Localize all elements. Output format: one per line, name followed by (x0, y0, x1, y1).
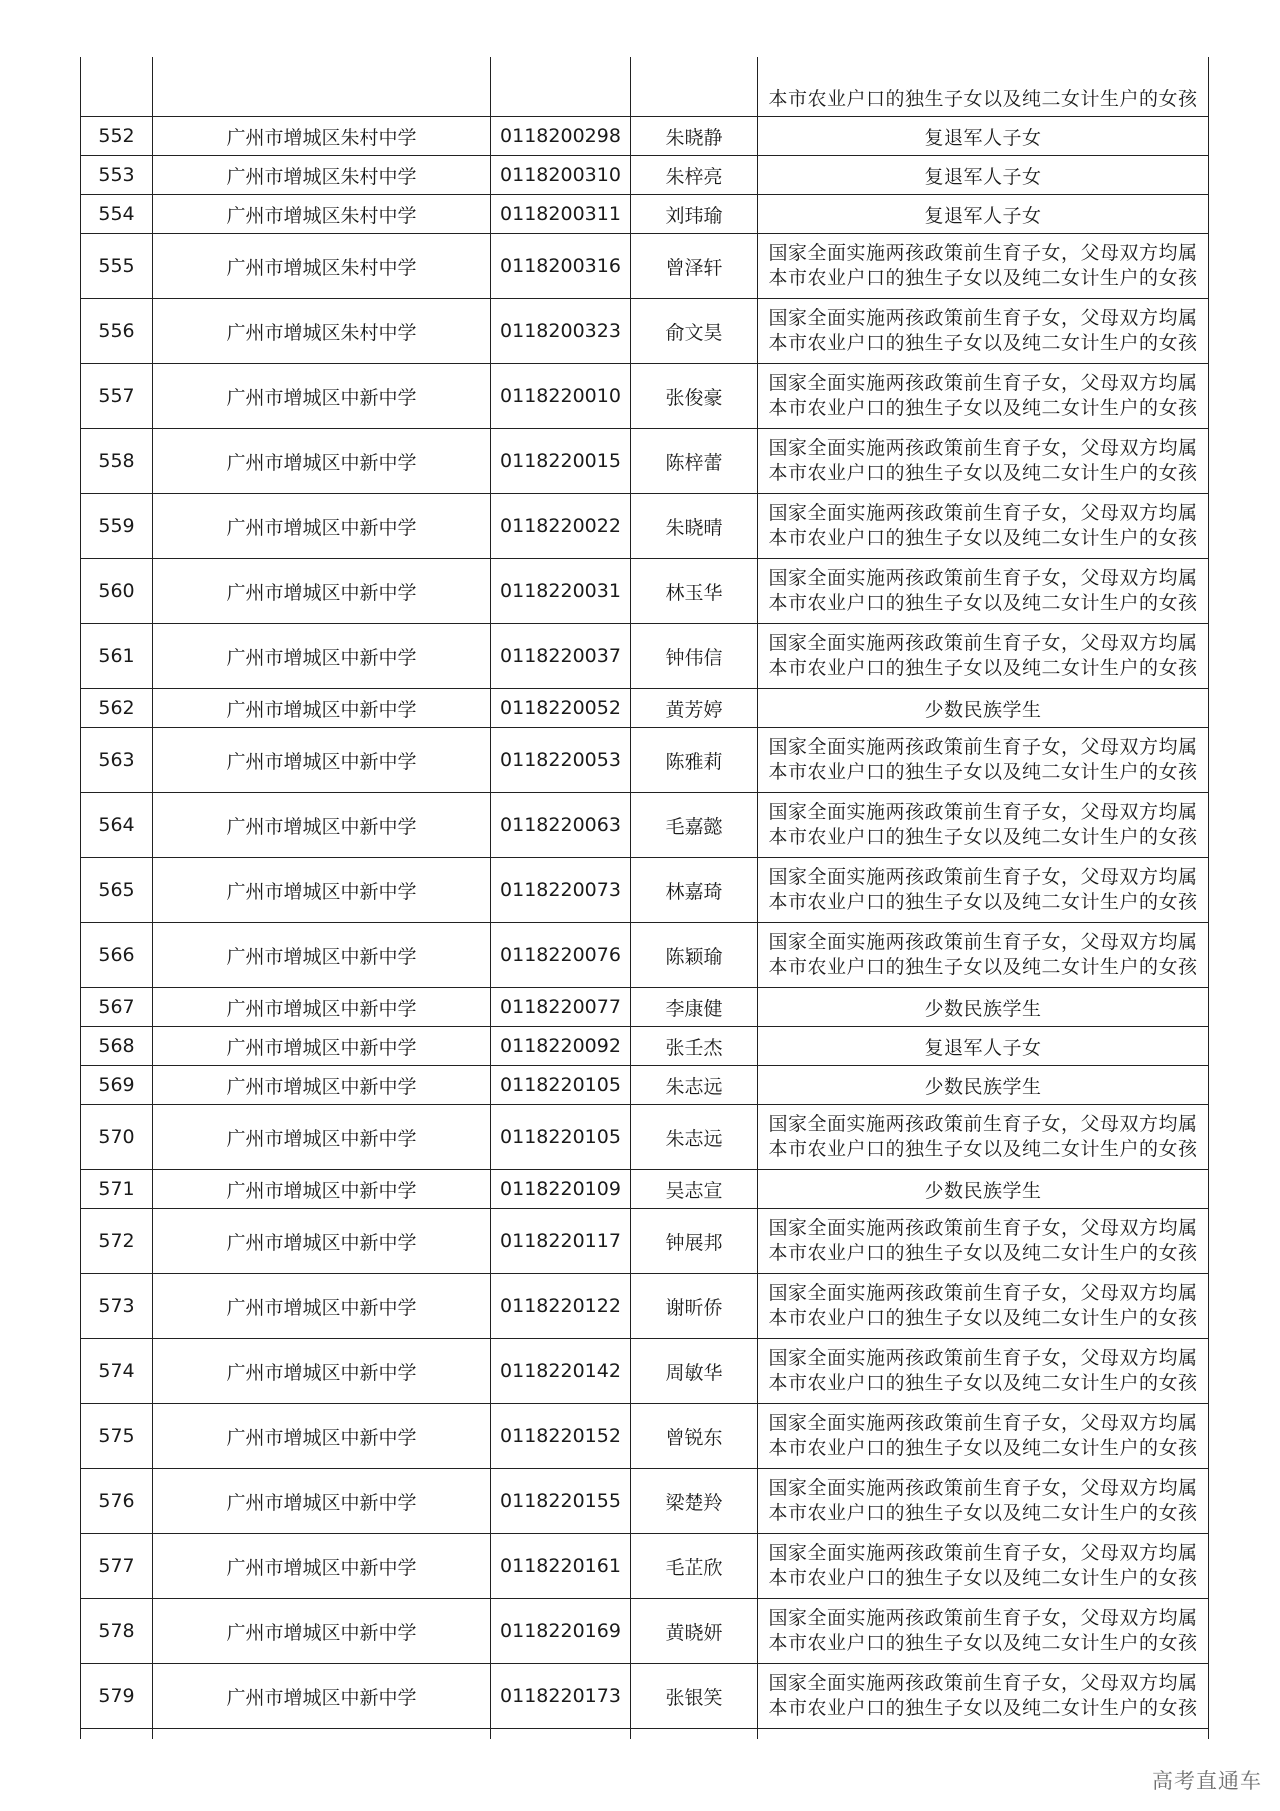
cell-id: 0118200310 (491, 156, 631, 195)
table-row (81, 728, 1209, 793)
cell-id: 0118220022 (491, 494, 631, 559)
cell-category (758, 1105, 1209, 1170)
category-line: 本市农业户口的独生子女以及纯二女计生户的女孩 (768, 1502, 1198, 1524)
cell-name: 周敏华 (631, 1339, 758, 1404)
table-row (81, 1339, 1209, 1404)
cell-school: 广州市增城区中新中学 (153, 364, 491, 429)
cell-id: 0118220077 (491, 988, 631, 1027)
student-table-body (81, 57, 1209, 1739)
cell-name: 谢昕侨 (631, 1274, 758, 1339)
cell-id (491, 57, 631, 117)
category-line: 本市农业户口的独生子女以及纯二女计生户的女孩 (768, 1138, 1198, 1160)
category-line: 国家全面实施两孩政策前生育子女，父母双方均属 (768, 1542, 1198, 1564)
cell-school: 广州市增城区中新中学 (153, 1469, 491, 1534)
cell-name: 陈梓蕾 (631, 429, 758, 494)
cell-no: 560 (81, 559, 153, 624)
cell-school: 广州市增城区中新中学 (153, 1209, 491, 1274)
cell-category (758, 234, 1209, 299)
cell-category (758, 1664, 1209, 1729)
table-row (81, 117, 1209, 156)
category-line: 本市农业户口的独生子女以及纯二女计生户的女孩 (768, 891, 1198, 913)
cell-category (758, 923, 1209, 988)
cell-no: 561 (81, 624, 153, 689)
cell-category (758, 1209, 1209, 1274)
cell-school: 广州市增城区中新中学 (153, 793, 491, 858)
cell-school: 广州市增城区朱村中学 (153, 234, 491, 299)
cell-name: 梁楚羚 (631, 1469, 758, 1534)
cell-category (758, 728, 1209, 793)
cell-id: 0118220053 (491, 728, 631, 793)
category-line: 国家全面实施两孩政策前生育子女，父母双方均属 (768, 632, 1198, 654)
cell-no: 562 (81, 689, 153, 728)
category-line: 国家全面实施两孩政策前生育子女，父母双方均属 (768, 372, 1198, 394)
cell-no: 575 (81, 1404, 153, 1469)
category-line: 本市农业户口的独生子女以及纯二女计生户的女孩 (768, 267, 1198, 289)
category-line: 国家全面实施两孩政策前生育子女，父母双方均属 (768, 736, 1198, 758)
cell-id: 0118220092 (491, 1027, 631, 1066)
cell-id: 0118200323 (491, 299, 631, 364)
cell-id: 0118220155 (491, 1469, 631, 1534)
table-row (81, 1469, 1209, 1534)
category-line: 国家全面实施两孩政策前生育子女，父母双方均属 (768, 1607, 1198, 1629)
category-line: 本市农业户口的独生子女以及纯二女计生户的女孩 (768, 592, 1198, 614)
cell-school: 广州市增城区中新中学 (153, 1170, 491, 1209)
cell-school: 广州市增城区中新中学 (153, 1534, 491, 1599)
cell-name: 陈雅莉 (631, 728, 758, 793)
table-row (81, 689, 1209, 728)
cell-category: 少数民族学生 (758, 1066, 1209, 1105)
cell-category: 复退军人子女 (758, 156, 1209, 195)
cell-name: 张银笑 (631, 1664, 758, 1729)
cell-school: 广州市增城区朱村中学 (153, 299, 491, 364)
cell-no: 577 (81, 1534, 153, 1599)
cell-id: 0118220169 (491, 1599, 631, 1664)
cell-no: 566 (81, 923, 153, 988)
cell-name: 李康健 (631, 988, 758, 1027)
cell-name: 黄晓妍 (631, 1599, 758, 1664)
cell-category (758, 1534, 1209, 1599)
cell-no: 572 (81, 1209, 153, 1274)
category-line: 国家全面实施两孩政策前生育子女，父母双方均属 (768, 307, 1198, 329)
cell-id: 0118220076 (491, 923, 631, 988)
cell-school: 广州市增城区中新中学 (153, 1404, 491, 1469)
cell-empty (631, 1729, 758, 1740)
cell-id: 0118220063 (491, 793, 631, 858)
cell-name: 刘玮瑜 (631, 195, 758, 234)
cell-name: 钟伟信 (631, 624, 758, 689)
cell-id: 0118220015 (491, 429, 631, 494)
cell-no: 565 (81, 858, 153, 923)
cell-no: 555 (81, 234, 153, 299)
cell-category (758, 364, 1209, 429)
cell-id: 0118220031 (491, 559, 631, 624)
cell-school: 广州市增城区中新中学 (153, 1066, 491, 1105)
cell-no: 557 (81, 364, 153, 429)
category-line: 本市农业户口的独生子女以及纯二女计生户的女孩 (768, 1567, 1198, 1589)
cell-name: 吴志宣 (631, 1170, 758, 1209)
category-line: 国家全面实施两孩政策前生育子女，父母双方均属 (768, 1217, 1198, 1239)
cell-name: 林玉华 (631, 559, 758, 624)
table-row (81, 1105, 1209, 1170)
cell-id: 0118220142 (491, 1339, 631, 1404)
table-row (81, 1599, 1209, 1664)
cell-id: 0118220052 (491, 689, 631, 728)
cell-school: 广州市增城区中新中学 (153, 923, 491, 988)
category-line: 国家全面实施两孩政策前生育子女，父母双方均属 (768, 567, 1198, 589)
table-row (81, 858, 1209, 923)
cell-name: 张俊豪 (631, 364, 758, 429)
cell-no: 563 (81, 728, 153, 793)
cell-name: 朱志远 (631, 1105, 758, 1170)
table-row (81, 793, 1209, 858)
category-line: 本市农业户口的独生子女以及纯二女计生户的女孩 (768, 761, 1198, 783)
category-line: 国家全面实施两孩政策前生育子女，父母双方均属 (768, 1672, 1198, 1694)
table-row (81, 234, 1209, 299)
cell-category (758, 624, 1209, 689)
cell-empty (758, 1729, 1209, 1740)
cell-id: 0118220109 (491, 1170, 631, 1209)
table-row (81, 1066, 1209, 1105)
cell-name: 曾锐东 (631, 1404, 758, 1469)
cell-no (81, 57, 153, 117)
cell-category (758, 299, 1209, 364)
cell-no: 552 (81, 117, 153, 156)
cell-category (758, 1404, 1209, 1469)
cell-school: 广州市增城区朱村中学 (153, 195, 491, 234)
category-line: 本市农业户口的独生子女以及纯二女计生户的女孩 (768, 657, 1198, 679)
cell-school: 广州市增城区中新中学 (153, 624, 491, 689)
cell-school: 广州市增城区中新中学 (153, 728, 491, 793)
table-row-partial (81, 1729, 1209, 1740)
category-line: 国家全面实施两孩政策前生育子女，父母双方均属 (768, 1477, 1198, 1499)
cell-empty (81, 1729, 153, 1740)
cell-id: 0118220105 (491, 1066, 631, 1105)
cell-category: 少数民族学生 (758, 689, 1209, 728)
category-line: 本市农业户口的独生子女以及纯二女计生户的女孩 (768, 87, 1198, 110)
cell-school: 广州市增城区中新中学 (153, 1274, 491, 1339)
cell-name (631, 57, 758, 117)
cell-name: 毛嘉懿 (631, 793, 758, 858)
cell-school: 广州市增城区中新中学 (153, 988, 491, 1027)
cell-category (758, 1339, 1209, 1404)
cell-id: 0118220117 (491, 1209, 631, 1274)
category-line: 国家全面实施两孩政策前生育子女，父母双方均属 (768, 502, 1198, 524)
category-line: 国家全面实施两孩政策前生育子女，父母双方均属 (768, 1282, 1198, 1304)
table-row (81, 923, 1209, 988)
cell-no: 556 (81, 299, 153, 364)
table-row (81, 156, 1209, 195)
cell-no: 569 (81, 1066, 153, 1105)
cell-school: 广州市增城区中新中学 (153, 1599, 491, 1664)
table-row (81, 299, 1209, 364)
cell-category: 少数民族学生 (758, 988, 1209, 1027)
table-row (81, 1404, 1209, 1469)
category-line: 国家全面实施两孩政策前生育子女，父母双方均属 (768, 242, 1198, 264)
cell-no: 576 (81, 1469, 153, 1534)
category-line: 本市农业户口的独生子女以及纯二女计生户的女孩 (768, 1242, 1198, 1264)
cell-id: 0118220122 (491, 1274, 631, 1339)
table-row (81, 1170, 1209, 1209)
cell-name: 林嘉琦 (631, 858, 758, 923)
table-row (81, 1027, 1209, 1066)
cell-name: 朱志远 (631, 1066, 758, 1105)
table-row (81, 429, 1209, 494)
cell-no: 573 (81, 1274, 153, 1339)
cell-category (758, 1599, 1209, 1664)
cell-school: 广州市增城区中新中学 (153, 1664, 491, 1729)
category-line: 本市农业户口的独生子女以及纯二女计生户的女孩 (768, 397, 1198, 419)
category-line: 本市农业户口的独生子女以及纯二女计生户的女孩 (768, 527, 1198, 549)
category-line: 本市农业户口的独生子女以及纯二女计生户的女孩 (768, 1372, 1198, 1394)
table-row (81, 1664, 1209, 1729)
category-line: 本市农业户口的独生子女以及纯二女计生户的女孩 (768, 956, 1198, 978)
cell-no: 554 (81, 195, 153, 234)
cell-no: 567 (81, 988, 153, 1027)
watermark: 高考直通车 (1152, 1769, 1262, 1793)
cell-category (758, 858, 1209, 923)
cell-no: 568 (81, 1027, 153, 1066)
table-row (81, 559, 1209, 624)
cell-category (758, 494, 1209, 559)
table-row (81, 1534, 1209, 1599)
cell-id: 0118220010 (491, 364, 631, 429)
cell-name: 曾泽轩 (631, 234, 758, 299)
cell-no: 553 (81, 156, 153, 195)
cell-no: 558 (81, 429, 153, 494)
cell-no: 559 (81, 494, 153, 559)
table-row (81, 364, 1209, 429)
cell-empty (491, 1729, 631, 1740)
cell-school: 广州市增城区中新中学 (153, 1105, 491, 1170)
category-line: 国家全面实施两孩政策前生育子女，父母双方均属 (768, 1412, 1198, 1434)
cell-id: 0118200311 (491, 195, 631, 234)
cell-category (758, 57, 1209, 117)
table-row (81, 1209, 1209, 1274)
category-line: 本市农业户口的独生子女以及纯二女计生户的女孩 (768, 1307, 1198, 1329)
cell-id: 0118220152 (491, 1404, 631, 1469)
cell-name: 朱梓亮 (631, 156, 758, 195)
category-line: 国家全面实施两孩政策前生育子女，父母双方均属 (768, 931, 1198, 953)
cell-id: 0118200316 (491, 234, 631, 299)
cell-school: 广州市增城区中新中学 (153, 1339, 491, 1404)
cell-name: 陈颖瑜 (631, 923, 758, 988)
cell-name: 黄芳婷 (631, 689, 758, 728)
cell-id: 0118220161 (491, 1534, 631, 1599)
cell-school: 广州市增城区中新中学 (153, 429, 491, 494)
category-line: 国家全面实施两孩政策前生育子女，父母双方均属 (768, 1347, 1198, 1369)
cell-name: 俞文昊 (631, 299, 758, 364)
cell-name: 朱晓晴 (631, 494, 758, 559)
category-line: 本市农业户口的独生子女以及纯二女计生户的女孩 (768, 1437, 1198, 1459)
cell-category: 少数民族学生 (758, 1170, 1209, 1209)
category-line: 本市农业户口的独生子女以及纯二女计生户的女孩 (768, 1632, 1198, 1654)
cell-id: 0118220037 (491, 624, 631, 689)
category-line: 国家全面实施两孩政策前生育子女，父母双方均属 (768, 437, 1198, 459)
cell-school: 广州市增城区中新中学 (153, 858, 491, 923)
cell-no: 578 (81, 1599, 153, 1664)
table-row (81, 1274, 1209, 1339)
student-table-sheet (80, 57, 1208, 1739)
category-line: 本市农业户口的独生子女以及纯二女计生户的女孩 (768, 826, 1198, 848)
table-row-continued (81, 57, 1209, 117)
cell-no: 570 (81, 1105, 153, 1170)
cell-no: 574 (81, 1339, 153, 1404)
student-table (80, 57, 1209, 1739)
cell-name: 朱晓静 (631, 117, 758, 156)
category-line: 国家全面实施两孩政策前生育子女，父母双方均属 (768, 801, 1198, 823)
table-row (81, 624, 1209, 689)
cell-category (758, 559, 1209, 624)
cell-school (153, 57, 491, 117)
cell-category (758, 793, 1209, 858)
table-row (81, 494, 1209, 559)
cell-school: 广州市增城区中新中学 (153, 559, 491, 624)
cell-category (758, 1469, 1209, 1534)
cell-school: 广州市增城区中新中学 (153, 494, 491, 559)
cell-empty (153, 1729, 491, 1740)
cell-school: 广州市增城区中新中学 (153, 689, 491, 728)
cell-school: 广州市增城区中新中学 (153, 1027, 491, 1066)
cell-category: 复退军人子女 (758, 195, 1209, 234)
cell-name: 毛芷欣 (631, 1534, 758, 1599)
cell-category: 复退军人子女 (758, 117, 1209, 156)
cell-id: 0118220173 (491, 1664, 631, 1729)
category-line: 本市农业户口的独生子女以及纯二女计生户的女孩 (768, 462, 1198, 484)
cell-school: 广州市增城区朱村中学 (153, 156, 491, 195)
category-line: 国家全面实施两孩政策前生育子女，父母双方均属 (768, 866, 1198, 888)
category-line: 本市农业户口的独生子女以及纯二女计生户的女孩 (768, 332, 1198, 354)
cell-no: 571 (81, 1170, 153, 1209)
cell-id: 0118220105 (491, 1105, 631, 1170)
cell-id: 0118200298 (491, 117, 631, 156)
cell-no: 579 (81, 1664, 153, 1729)
table-row (81, 988, 1209, 1027)
category-line: 国家全面实施两孩政策前生育子女，父母双方均属 (768, 1113, 1198, 1135)
cell-category (758, 429, 1209, 494)
table-row (81, 195, 1209, 234)
cell-no: 564 (81, 793, 153, 858)
cell-category (758, 1274, 1209, 1339)
category-line: 本市农业户口的独生子女以及纯二女计生户的女孩 (768, 1697, 1198, 1719)
cell-name: 张壬杰 (631, 1027, 758, 1066)
cell-school: 广州市增城区朱村中学 (153, 117, 491, 156)
cell-name: 钟展邦 (631, 1209, 758, 1274)
cell-id: 0118220073 (491, 858, 631, 923)
cell-category: 复退军人子女 (758, 1027, 1209, 1066)
